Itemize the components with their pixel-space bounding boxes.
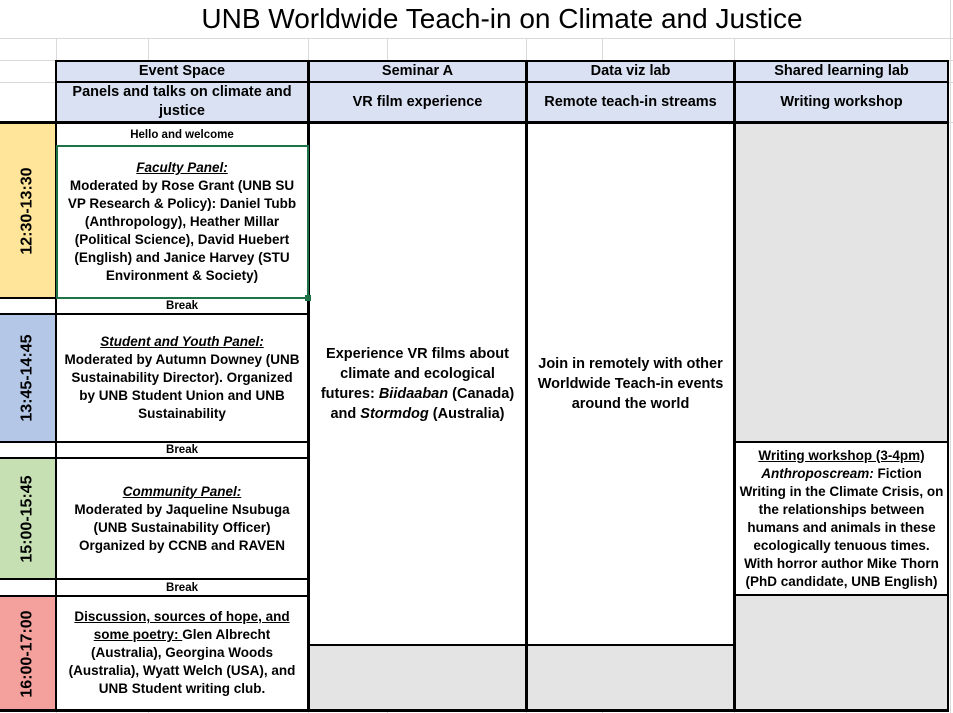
border (55, 60, 57, 712)
header-room-shared-learning-lab[interactable]: Shared learning lab (736, 62, 947, 81)
sheet-title[interactable]: UNB Worldwide Teach-in on Climate and Justice (56, 0, 948, 38)
border (0, 441, 308, 443)
border (947, 60, 949, 712)
time-label: 13:45-14:45 (19, 334, 37, 422)
time-slot-4[interactable] (0, 597, 56, 710)
writing-workshop-cell[interactable] (736, 443, 947, 594)
faculty-panel-cell[interactable] (57, 146, 307, 298)
writing-workshop-title: Anthroposcream: (761, 465, 874, 481)
empty-cell[interactable] (736, 124, 947, 441)
border (525, 60, 528, 712)
time-slot-3[interactable] (0, 458, 56, 579)
border (0, 578, 308, 580)
vr-text: (Canada) and (330, 386, 515, 422)
time-slot-1[interactable] (0, 124, 56, 298)
time-label: 12:30-13:30 (19, 167, 37, 255)
header-theme-shared-learning-lab[interactable]: Writing workshop (736, 83, 947, 121)
border (0, 709, 949, 712)
break-cell-2[interactable]: Break (57, 443, 307, 457)
border (55, 60, 949, 62)
student-panel-body: Moderated by Autumn Downey (UNB Sustainability Director). Organized by UNB Student Union and UNB Sustainability (64, 352, 300, 421)
border (307, 60, 310, 712)
faculty-panel-body: Moderated by Rose Grant (UNB SU VP Research & Policy): Daniel Tubb (Anthropology), Heather Millar (Political Science), David Huebert (English) and Janice Harvey (STU Environment & Society) (67, 178, 297, 283)
community-panel-heading: Community Panel: (122, 483, 242, 499)
community-panel-cell[interactable] (57, 459, 307, 578)
vr-film-cell[interactable] (310, 124, 525, 644)
time-label: 16:00-17:00 (19, 609, 37, 698)
header-room-data-viz-lab[interactable]: Data viz lab (528, 62, 733, 81)
empty-cell[interactable] (528, 646, 733, 709)
break-cell-1[interactable]: Break (57, 299, 307, 313)
community-panel-body: Moderated by Jaqueline Nsubuga (UNB Sustainability Officer) Organized by CCNB and RAVEN (74, 501, 290, 553)
border (55, 81, 949, 83)
empty-cell[interactable] (310, 646, 525, 709)
fill-handle[interactable] (305, 295, 311, 301)
border (0, 121, 949, 124)
writing-workshop-body: Fiction Writing in the Climate Crisis, on the relationships between humans and animals in these ecologically tenuous times. With horror author Mike Thorn (PhD candidate, UNB English) (739, 465, 944, 589)
header-theme-seminar-a[interactable]: VR film experience (310, 83, 525, 121)
border (0, 595, 308, 597)
border (733, 60, 736, 712)
discussion-heading: Discussion, sources of hope, and some poetry: (74, 609, 290, 642)
border (0, 313, 308, 315)
border (0, 297, 308, 299)
faculty-panel-heading: Faculty Panel: (136, 160, 228, 175)
discussion-cell[interactable] (57, 597, 307, 709)
header-room-seminar-a[interactable]: Seminar A (310, 62, 525, 81)
remote-streams-cell[interactable]: Join in remotely with other Worldwide Teach-in events around the world (528, 124, 733, 644)
border (308, 644, 734, 646)
vr-text: Experience VR films about climate and ecological futures: (320, 346, 509, 402)
break-cell-3[interactable]: Break (57, 580, 307, 595)
border (0, 457, 308, 459)
film-title-biidaaban: Biidaaban (378, 386, 449, 402)
gridline (0, 38, 953, 39)
border (734, 594, 949, 596)
empty-cell[interactable] (736, 596, 947, 709)
header-room-event-space[interactable]: Event Space (57, 62, 307, 81)
gridline (950, 0, 951, 713)
student-panel-cell[interactable] (57, 315, 307, 441)
border (734, 441, 949, 443)
discussion-body: Glen Albrecht (Australia), Georgina Woods (Australia), Wyatt Welch (USA), and UNB Student writing club. (68, 627, 296, 696)
student-panel-heading: Student and Youth Panel: (100, 334, 264, 349)
header-theme-event-space[interactable]: Panels and talks on climate and justice (57, 83, 307, 121)
writing-workshop-heading: Writing workshop (3-4pm) (758, 447, 925, 463)
vr-text: (Australia) (428, 406, 505, 422)
header-theme-data-viz-lab[interactable]: Remote teach-in streams (528, 83, 733, 121)
film-title-stormdog: Stormdog (360, 406, 429, 422)
time-slot-2[interactable] (0, 314, 56, 442)
welcome-cell[interactable]: Hello and welcome (57, 124, 307, 146)
time-label: 15:00-15:45 (19, 474, 37, 563)
